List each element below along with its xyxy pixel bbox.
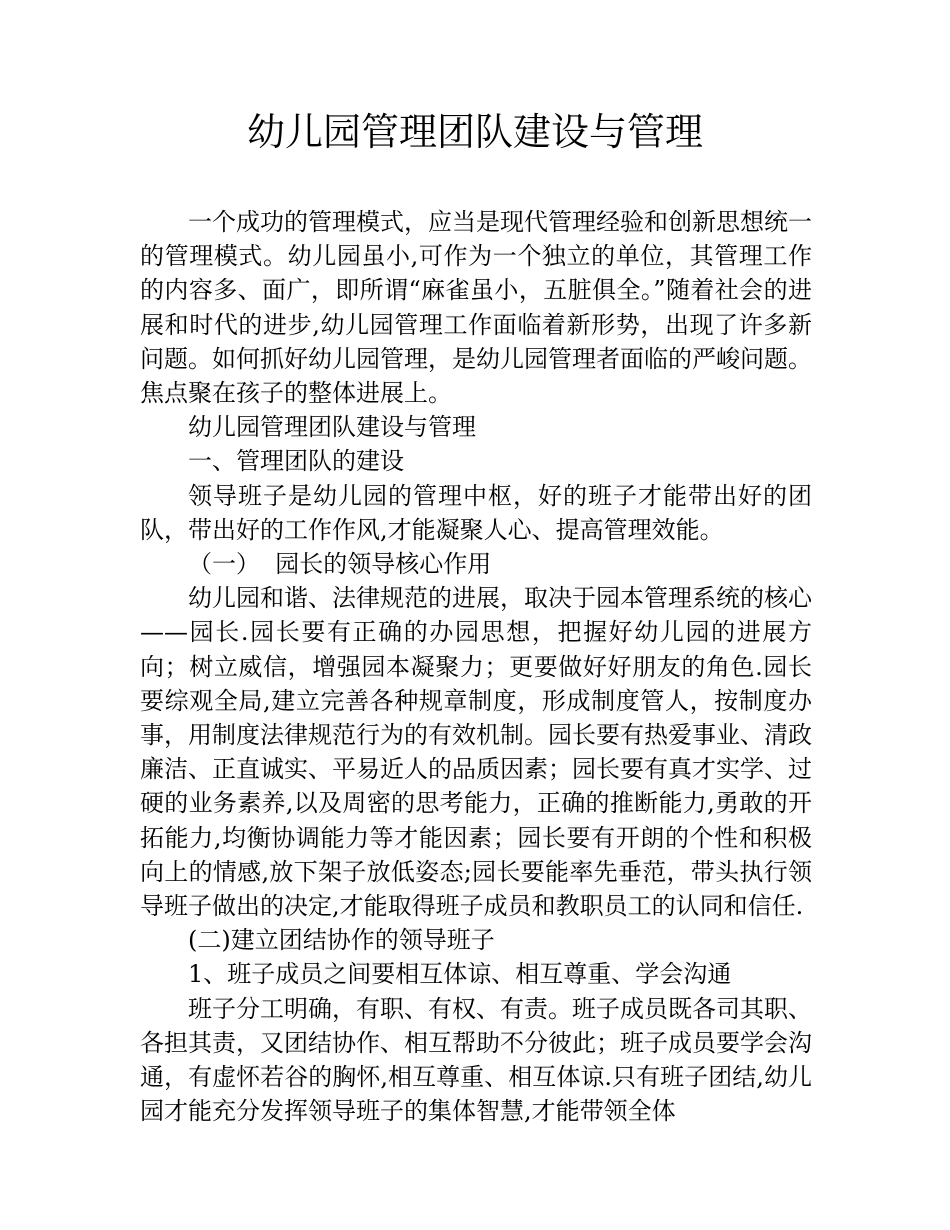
point-heading-1: 1、班子成员之间要相互体谅、相互尊重、学会沟通 [188,960,732,989]
point-1-paragraph: 班子分工明确，有职、有权、有责。班子成员既各司其职、各担其责，又团结协作、相互帮助不分彼此；班子成员要学会沟通，有虚怀若谷的胸怀,相互尊重、相互体谅.只有班子团结,幼儿园才能充分发挥领导班子的集体智慧,才能带领全体 [140,994,812,1126]
repeated-title-line: 幼儿园管理团队建设与管理 [188,413,476,442]
section-1-paragraph: 领导班子是幼儿园的管理中枢，好的班子才能带出好的团队，带出好的工作作风,才能凝聚人心、提高管理效能。 [140,481,812,544]
section-heading-1: 一、管理团队的建设 [188,447,404,476]
subsection-1-paragraph: 幼儿园和谐、法律规范的进展，取决于园本管理系统的核心——园长.园长要有正确的办园思想，把握好幼儿园的进展方向；树立威信，增强园本凝聚力；更要做好好朋友的角色.园长要综观全局,建立完善各种规章制度，形成制度管人，按制度办事，用制度法律规范行为的有效机制。园长要有热爱事业、清政廉洁、正直诚实、平易近人的品质因素；园长要有真才实学、过硬的业务素养,以及周密的思考能力，正确的推断能力,勇敢的开拓能力,均衡协调能力等才能因素；园长要有开朗的个性和积极向上的情感,放下架子放低姿态;园长要能率先垂范，带头执行领导班子做出的决定,才能取得班子成员和教职员工的认同和信任. [140,584,812,921]
subsection-heading-1: （一） 园长的领导核心作用 [188,550,492,579]
document-body [140,205,812,1128]
intro-paragraph: 一个成功的管理模式，应当是现代管理经验和创新思想统一的管理模式。幼儿园虽小,可作为一个独立的单位，其管理工作的内容多、面广，即所谓“麻雀虽小，五脏俱全。”随着社会的进展和时代的进步,幼儿园管理工作面临着新形势，出现了许多新问题。如何抓好幼儿园管理，是幼儿园管理者面临的严峻问题。焦点聚在孩子的整体进展上。 [140,208,812,408]
subsection-heading-2: (二)建立团结协作的领导班子 [188,926,495,955]
document-title: 幼儿园管理团队建设与管理 [246,110,703,154]
